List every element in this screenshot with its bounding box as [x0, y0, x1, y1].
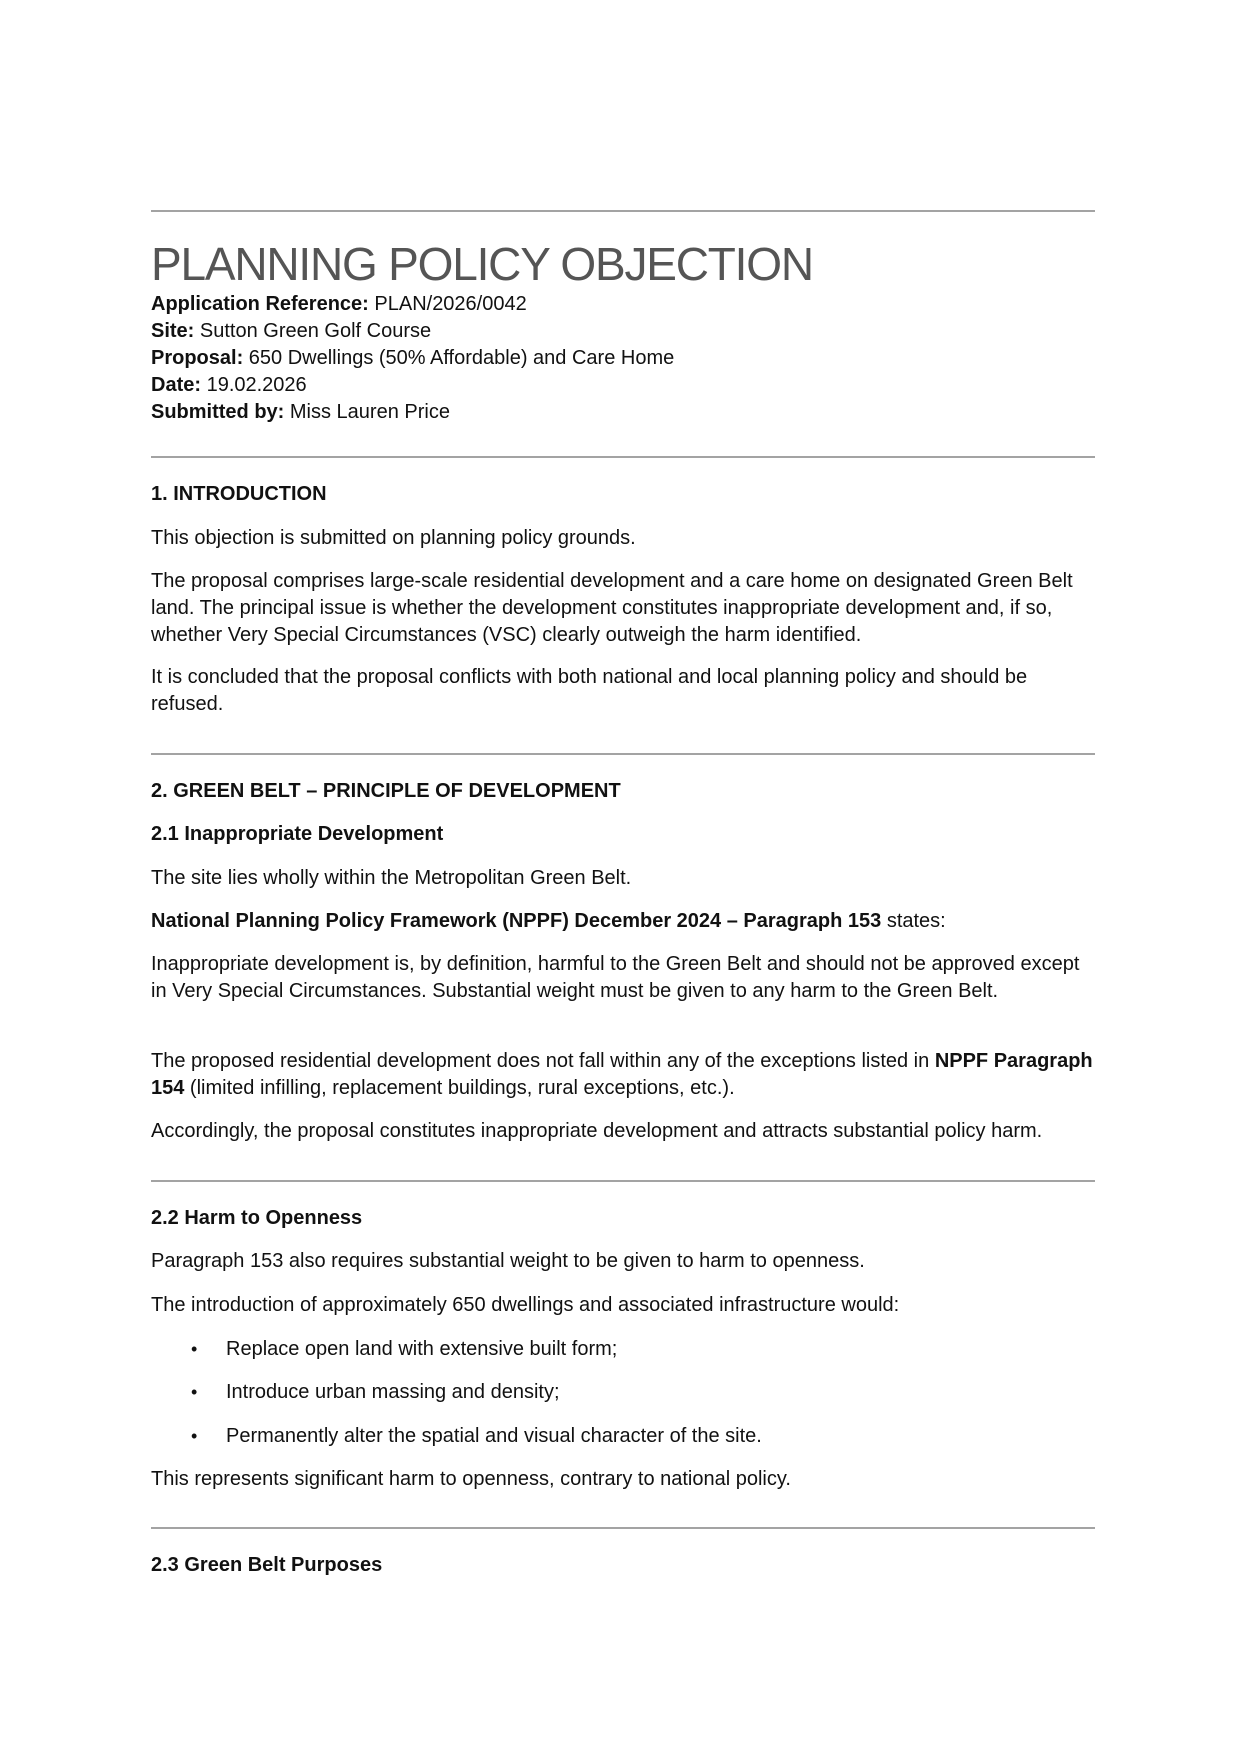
quoted-policy-text: Inappropriate development is, by definition, harmful to the Green Belt and should not be approved except in Very Special Circumstances. Substantial weight must be given to any harm to the Green Belt. [151, 953, 1080, 1002]
bullet-icon: • [191, 1426, 198, 1446]
paragraph: The site lies wholly within the Metropolitan Green Belt. [151, 867, 632, 889]
application-details [151, 291, 674, 426]
paragraph: National Planning Policy Framework (NPPF) December 2024 – Paragraph 153 states: [151, 910, 946, 932]
divider [151, 456, 1095, 458]
paragraph: Paragraph 153 also requires substantial weight to be given to harm to openness. [151, 1250, 865, 1272]
document-title: PLANNING POLICY OBJECTION [151, 238, 813, 290]
paragraph: This objection is submitted on planning policy grounds. [151, 527, 636, 549]
paragraph: The introduction of approximately 650 dwellings and associated infrastructure would: [151, 1294, 900, 1316]
site: Site: Sutton Green Golf Course [151, 320, 432, 342]
subsection-heading: 2.2 Harm to Openness [151, 1207, 363, 1229]
bullet-icon: • [191, 1382, 198, 1402]
divider [151, 1180, 1095, 1182]
divider [151, 210, 1095, 212]
submitted-by: Submitted by: Miss Lauren Price [151, 401, 450, 423]
application-reference: Application Reference: PLAN/2026/0042 [151, 293, 527, 315]
paragraph: The proposal comprises large-scale residential development and a care home on designated Green Belt land. The principal issue is whether the development constitutes inappropriate development and, if so, whether Very Special Circumstances (VSC) clearly outweigh the harm identified. [151, 570, 1073, 646]
paragraph: The proposed residential development does not fall within any of the exceptions listed in NPPF Paragraph 154 (limited infilling, replacement buildings, rural exceptions, etc.). [151, 1050, 1093, 1099]
proposal: Proposal: 650 Dwellings (50% Affordable) and Care Home [151, 347, 675, 369]
subsection-heading: 2.1 Inappropriate Development [151, 823, 444, 845]
section-heading: 1. INTRODUCTION [151, 483, 327, 505]
divider [151, 1527, 1095, 1529]
date: Date: 19.02.2026 [151, 374, 307, 396]
paragraph: It is concluded that the proposal conflicts with both national and local planning policy and should be refused. [151, 666, 1028, 715]
divider [151, 753, 1095, 755]
paragraph: Accordingly, the proposal constitutes inappropriate development and attracts substantial policy harm. [151, 1120, 1043, 1142]
section-heading: 2. GREEN BELT – PRINCIPLE OF DEVELOPMENT [151, 780, 621, 802]
paragraph: This represents significant harm to openness, contrary to national policy. [151, 1468, 791, 1490]
subsection-heading: 2.3 Green Belt Purposes [151, 1554, 383, 1576]
bullet-icon: • [191, 1339, 198, 1359]
